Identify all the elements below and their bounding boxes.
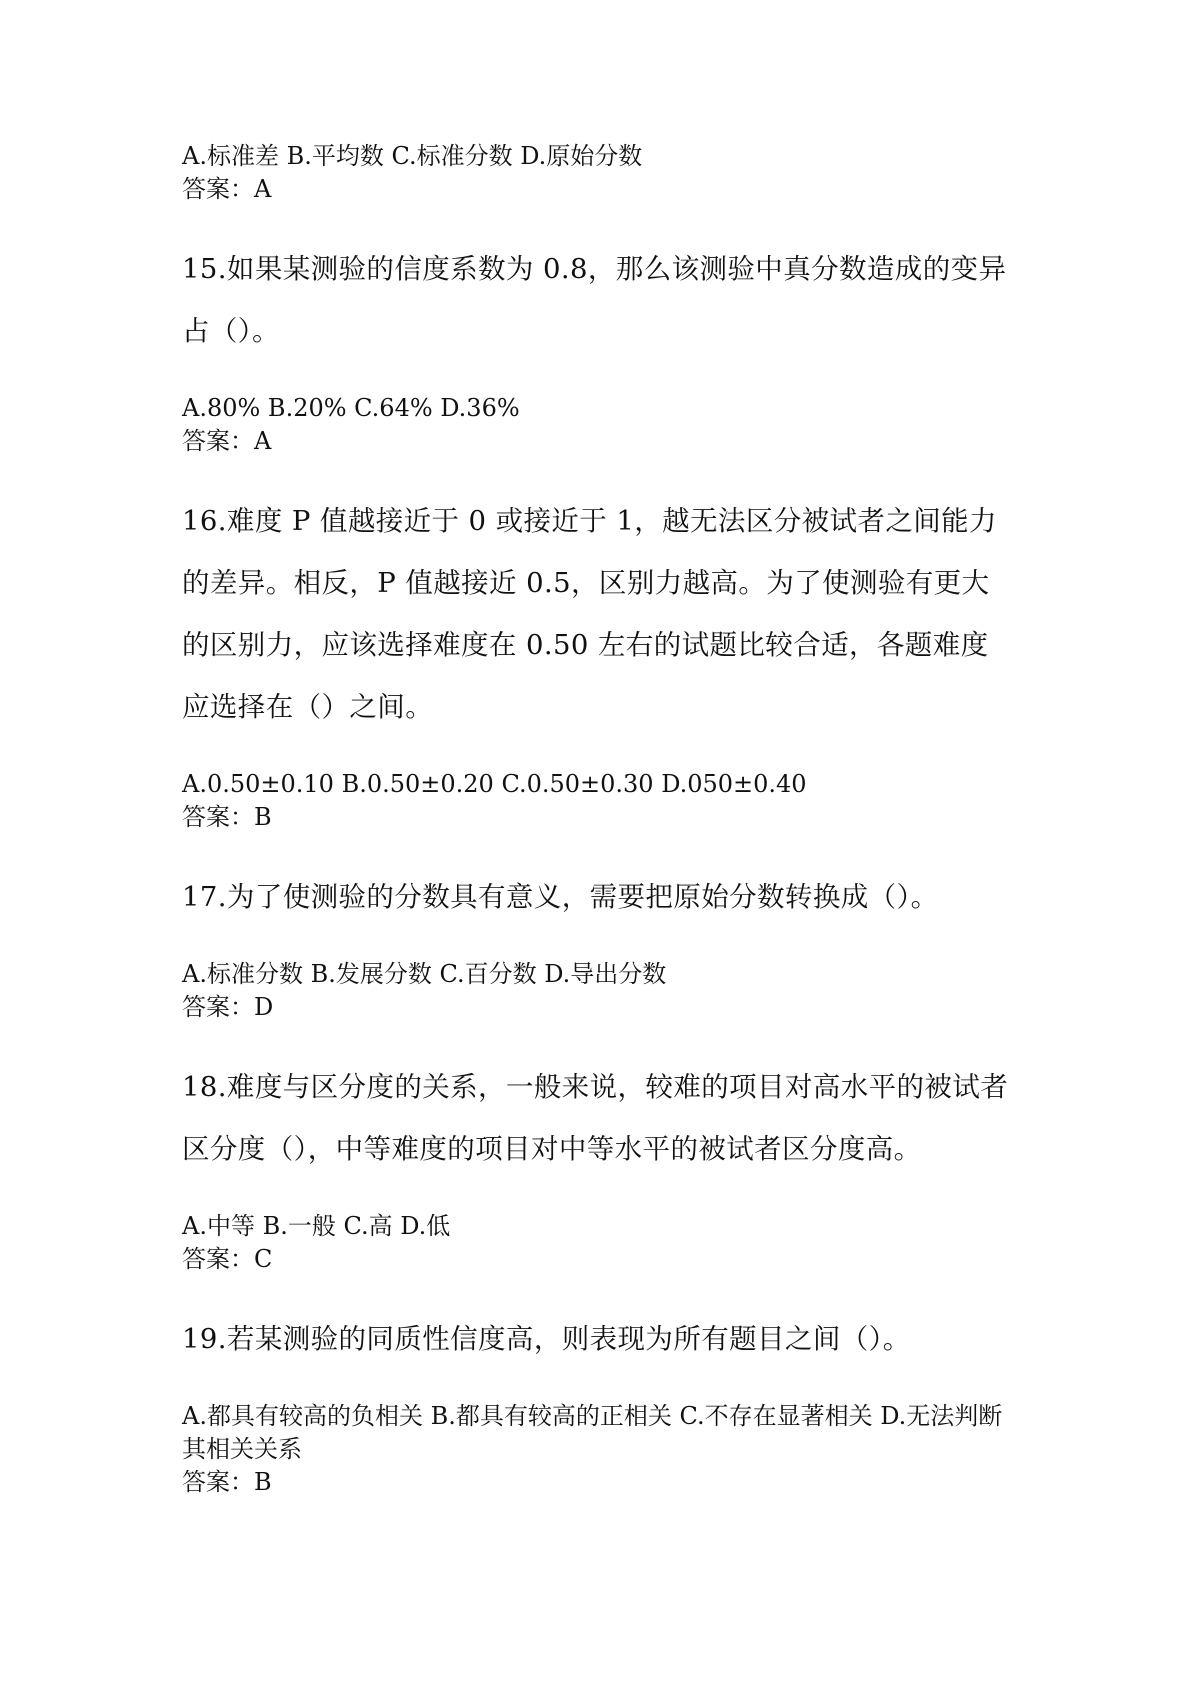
answer-14: 答案：A: [182, 175, 272, 203]
question-block-17: [182, 866, 1012, 1024]
question-block-18: [182, 1056, 1012, 1276]
answer-17: 答案：D: [182, 993, 274, 1021]
answer-18: 答案：C: [182, 1245, 273, 1273]
question-15: 15.如果某测验的信度系数为 0.8，那么该测验中真分数造成的变异占（）。: [182, 253, 1007, 347]
options-17: A.标准分数 B.发展分数 C.百分数 D.导出分数: [182, 960, 667, 988]
question-block-16: [182, 490, 1012, 834]
options-18: A.中等 B.一般 C.高 D.低: [182, 1212, 451, 1240]
question-16: 16.难度 P 值越接近于 0 或接近于 1，越无法区分被试者之间能力的差异。相反，P 值越接近 0.5，区别力越高。为了使测验有更大的区别力，应该选择难度在 0.50 左右的试题比较合适，各题难度应选择在（）之间。: [182, 505, 997, 723]
question-block-19: [182, 1308, 1012, 1499]
document-page: [182, 140, 1012, 1499]
answer-19: 答案：B: [182, 1468, 272, 1496]
options-19: A.都具有较高的负相关 B.都具有较高的正相关 C.不存在显著相关 D.无法判断其相关关系: [182, 1402, 1003, 1463]
question-17: 17.为了使测验的分数具有意义，需要把原始分数转换成（）。: [182, 881, 939, 913]
options-16: A.0.50±0.10 B.0.50±0.20 C.0.50±0.30 D.050±0.40: [182, 770, 807, 798]
question-block-15: [182, 238, 1012, 458]
answer-15: 答案：A: [182, 427, 272, 455]
options-14: A.标准差 B.平均数 C.标准分数 D.原始分数: [182, 142, 643, 170]
question-19: 19.若某测验的同质性信度高，则表现为所有题目之间（）。: [182, 1323, 911, 1355]
question-18: 18.难度与区分度的关系，一般来说，较难的项目对高水平的被试者区分度（），中等难度的项目对中等水平的被试者区分度高。: [182, 1071, 1009, 1165]
options-15: A.80% B.20% C.64% D.36%: [182, 394, 520, 422]
answer-16: 答案：B: [182, 803, 272, 831]
question-block-14: [182, 140, 1012, 206]
